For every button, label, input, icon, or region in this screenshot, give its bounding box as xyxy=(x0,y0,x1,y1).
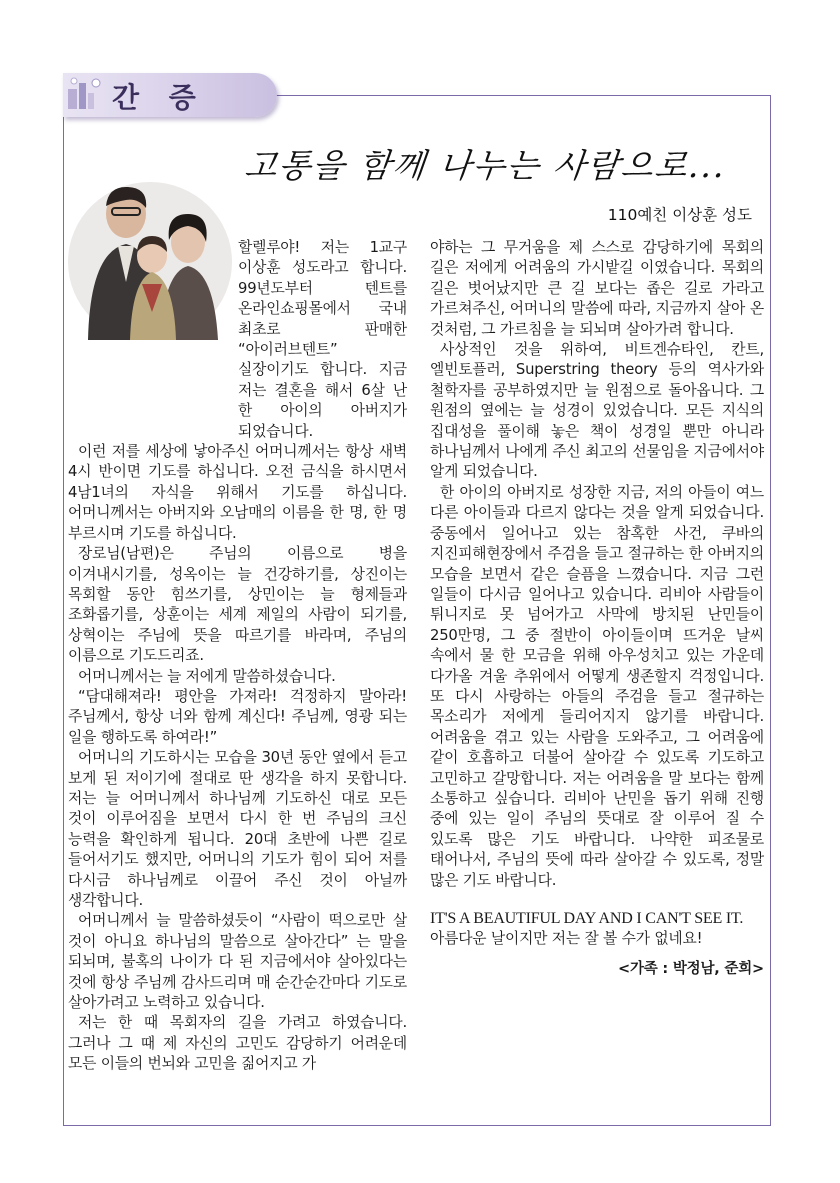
article-paragraph: 야하는 그 무거움을 제 스스로 감당하기에 목회의 길은 저에게 어려움의 가시밭길 이였습니다. 목회의 길은 벗어났지만 큰 길 보다는 좁은 길로 가라고 가르쳐주신, 어머니의 말씀에 따라, 지금까지 살아 온 것처럼, 그 가르침을 늘 되뇌며 살아가려 합니다. xyxy=(430,239,764,338)
section-label: 간 증 xyxy=(112,81,206,114)
english-quote: IT'S A BEAUTIFUL DAY AND I CAN'T SEE IT. xyxy=(430,910,744,927)
author-byline: 110예친 이상훈 성도 xyxy=(607,206,752,224)
decorative-sparkle-icon xyxy=(66,75,106,113)
korean-quote: 아름다운 날이지만 저는 잘 볼 수가 없네요! xyxy=(430,930,703,947)
article-column-right xyxy=(430,238,764,980)
article-paragraph: 한 아이의 아버지로 성장한 지금, 저의 아들이 여느 다른 아이들과 다르지 않다는 것을 알게 되었습니다. 중동에서 일어나고 있는 참혹한 사건, 쿠바의 지진피해현장에서 주검을 들고 절규하는 한 아버지의 모습을 보면서 같은 슬픔을 느꼈습니다. 지금 그런 일들이 다시금 일어나고 있습니다. 리비아 사람들이 튀니지로 못 넘어가고 사막에 방치된 난민들이 250만명, 그 중 절반이 아이들이며 뜨거운 날씨 속에서 물 한 모금을 위해 아우성치고 있는 가운데 다가올 겨울 추위에서 어떻게 생존할지 걱정입니다. 또 다시 사랑하는 아들의 주검을 들고 절규하는 목소리가 저에게 들리어지지 않기를 바랍니다. 어려움을 겪고 있는 사람을 도와주고, 그 어려움에 같이 호흡하고 더불어 살아갈 수 있도록 기도하고 고민하고 갈망합니다. 저는 어려움을 말 보다는 함께 소통하고 싶습니다. 리비아 난민을 돕기 위해 진행 중에 있는 일이 주님의 뜻대로 잘 이루어 질 수 있도록 많은 기도 바랍니다. 나약한 피조물로 태어나서, 주님의 뜻에 따라 살아갈 수 있도록, 정말 많은 기도 바랍니다. xyxy=(430,483,764,889)
article-paragraph: 장로님(남편)은 주님의 이름으로 병을 이겨내시기를, 성옥이는 늘 건강하기를, 상진이는 목회할 동안 힘쓰기를, 상민이는 늘 형제들과 조화롭기를, 상훈이는 세계 제일의 사람이 되기를, 상혁이는 주님에 뜻을 따르기를 바라며, 주님의 이름으로 기도드리죠. xyxy=(68,545,407,665)
article-paragraph: 어머니께서 늘 말씀하셨듯이 “사람이 떡으로만 살 것이 아니요 하나님의 말씀으로 살아간다” 는 말을 되뇌며, 불혹의 나이가 다 된 지금에서야 살아있다는 것에 항상 주님께 감사드리며 매 순간순간마다 기도로 살아가려고 노력하고 있습니다. xyxy=(68,912,407,1012)
article-paragraph: “담대해져라! 평안을 가져라! 걱정하지 말아라! 주님께서, 항상 너와 함께 계신다! 주님께, 영광 되는 일을 행하도록 하여라!” xyxy=(68,687,407,746)
article-paragraph: 이런 저를 세상에 낳아주신 어머니께서는 항상 새벽 4시 반이면 기도를 하십니다. 오전 금식을 하시면서 4남1녀의 자식을 위해서 기도를 하십니다. 어머니께서는 아버지와 오남매의 이름을 한 명, 한 명 부르시며 기도를 하십니다. xyxy=(68,443,407,542)
article-paragraph: 사상적인 것을 위하여, 비트겐슈타인, 칸트, 엘빈토플러, Superstring theory 등의 역사가와 철학자를 공부하였지만 늘 원점으로 돌아옵니다. 그 원점의 옆에는 늘 성경이 있었습니다. 모든 지식의 집대성을 풀이해 놓은 책이 성경일 뿐만 아니라 하나님께서 나에게 주신 최고의 선물임을 지금에서야 알게 되었습니다. xyxy=(430,341,764,481)
article-paragraph: 어머니의 기도하시는 모습을 30년 동안 옆에서 듣고 보게 된 저이기에 절대로 딴 생각을 하지 못합니다. 저는 늘 어머니께서 하나님께 기도하신 대로 모든 것이 이루어짐을 보면서 다시 한 번 주님의 크신 능력을 확인하게 됩니다. 20대 초반에 나쁜 길로 들어서기도 했지만, 어머니의 기도가 힘이 되어 저를 다시금 하나님께로 이끌어 주신 것이 아닐까 생각합니다. xyxy=(68,749,407,909)
headline: 고통을 함께 나누는 사람으로... xyxy=(242,146,729,185)
article-paragraph: 저는 한 때 목회자의 길을 가려고 하였습니다. 그러나 그 때 제 자신의 고민도 감당하기 어려운데 모든 이들의 번뇌와 고민을 짊어지고 가 xyxy=(68,1014,407,1073)
article-paragraph: 할렐루야! 저는 1교구 이상훈 성도라고 합니다. 99년도부터 텐트를 온라인쇼핑몰에서 국내 최초로 판매한 “아이러브텐트” 실장이기도 합니다. 지금 저는 결혼을 해서 6살 난 한 아이의 아버지가 되었습니다. xyxy=(238,239,407,440)
article-column-left xyxy=(68,238,407,1075)
family-note: <가족 : 박정남, 준희> xyxy=(618,961,764,978)
article-paragraph: 어머니께서는 늘 저에게 말씀하셨습니다. xyxy=(78,667,336,685)
